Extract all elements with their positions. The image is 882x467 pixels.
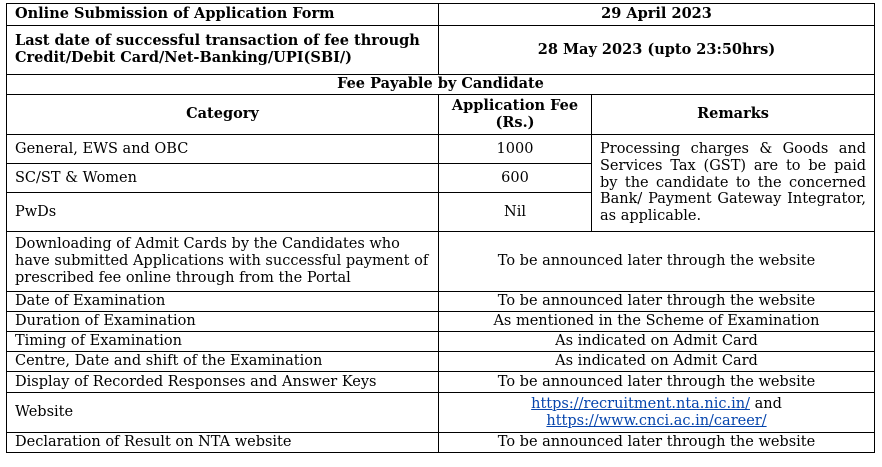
row-online-submission	[7, 4, 875, 26]
result-value: To be announced later through the website	[439, 433, 875, 453]
detail-value: To be announced later through the website	[439, 372, 875, 393]
detail-label: Duration of Examination	[7, 312, 439, 332]
row-exam-duration	[7, 312, 875, 332]
fee-amount: 600	[439, 164, 592, 193]
detail-value: As indicated on Admit Card	[439, 352, 875, 372]
fee-category: General, EWS and OBC	[7, 135, 439, 164]
row-answer-keys	[7, 372, 875, 393]
fee-section-title: Fee Payable by Candidate	[7, 75, 875, 95]
detail-label: Display of Recorded Responses and Answer Keys	[7, 372, 439, 393]
website-joiner: and	[749, 395, 782, 412]
fee-category: PwDs	[7, 193, 439, 232]
row-website	[7, 393, 875, 433]
detail-label: Timing of Examination	[7, 332, 439, 352]
last-date-label: Last date of successful transaction of fee through Credit/Debit Card/Net-Banking/UPI(SBI/)	[7, 26, 439, 75]
header-remarks: Remarks	[592, 95, 875, 135]
nta-recruitment-link[interactable]: https://recruitment.nta.nic.in/	[531, 395, 750, 412]
detail-value: To be announced later through the website	[439, 292, 875, 312]
fee-amount: 1000	[439, 135, 592, 164]
row-last-date	[7, 26, 875, 75]
schedule-table	[6, 3, 875, 453]
header-application-fee: Application Fee (Rs.)	[439, 95, 592, 135]
detail-label: Centre, Date and shift of the Examination	[7, 352, 439, 372]
website-label: Website	[7, 393, 439, 433]
row-exam-centre	[7, 352, 875, 372]
fee-amount: Nil	[439, 193, 592, 232]
fee-category: SC/ST & Women	[7, 164, 439, 193]
detail-value: To be announced later through the website	[439, 232, 875, 292]
row-result	[7, 433, 875, 453]
fee-row-general	[7, 135, 875, 164]
row-fee-title	[7, 75, 875, 95]
online-submission-date: 29 April 2023	[439, 4, 875, 26]
row-admit-card	[7, 232, 875, 292]
detail-label: Date of Examination	[7, 292, 439, 312]
online-submission-label: Online Submission of Application Form	[7, 4, 439, 26]
header-category: Category	[7, 95, 439, 135]
row-exam-timing	[7, 332, 875, 352]
last-date-value: 28 May 2023 (upto 23:50hrs)	[439, 26, 875, 75]
schedule-document	[6, 3, 874, 453]
cnci-career-link[interactable]: https://www.cnci.ac.in/career/	[546, 412, 767, 429]
website-links	[439, 393, 875, 433]
detail-value: As indicated on Admit Card	[439, 332, 875, 352]
row-fee-header	[7, 95, 875, 135]
row-exam-date	[7, 292, 875, 312]
result-label: Declaration of Result on NTA website	[7, 433, 439, 453]
detail-value: As mentioned in the Scheme of Examination	[439, 312, 875, 332]
detail-label: Downloading of Admit Cards by the Candidates who have submitted Applications with successful payment of prescribed fee online through from the Portal	[7, 232, 439, 292]
fee-remarks: Processing charges & Goods and Services Tax (GST) are to be paid by the candidate to the concerned Bank/ Payment Gateway Integrator, as applicable.	[592, 135, 875, 232]
